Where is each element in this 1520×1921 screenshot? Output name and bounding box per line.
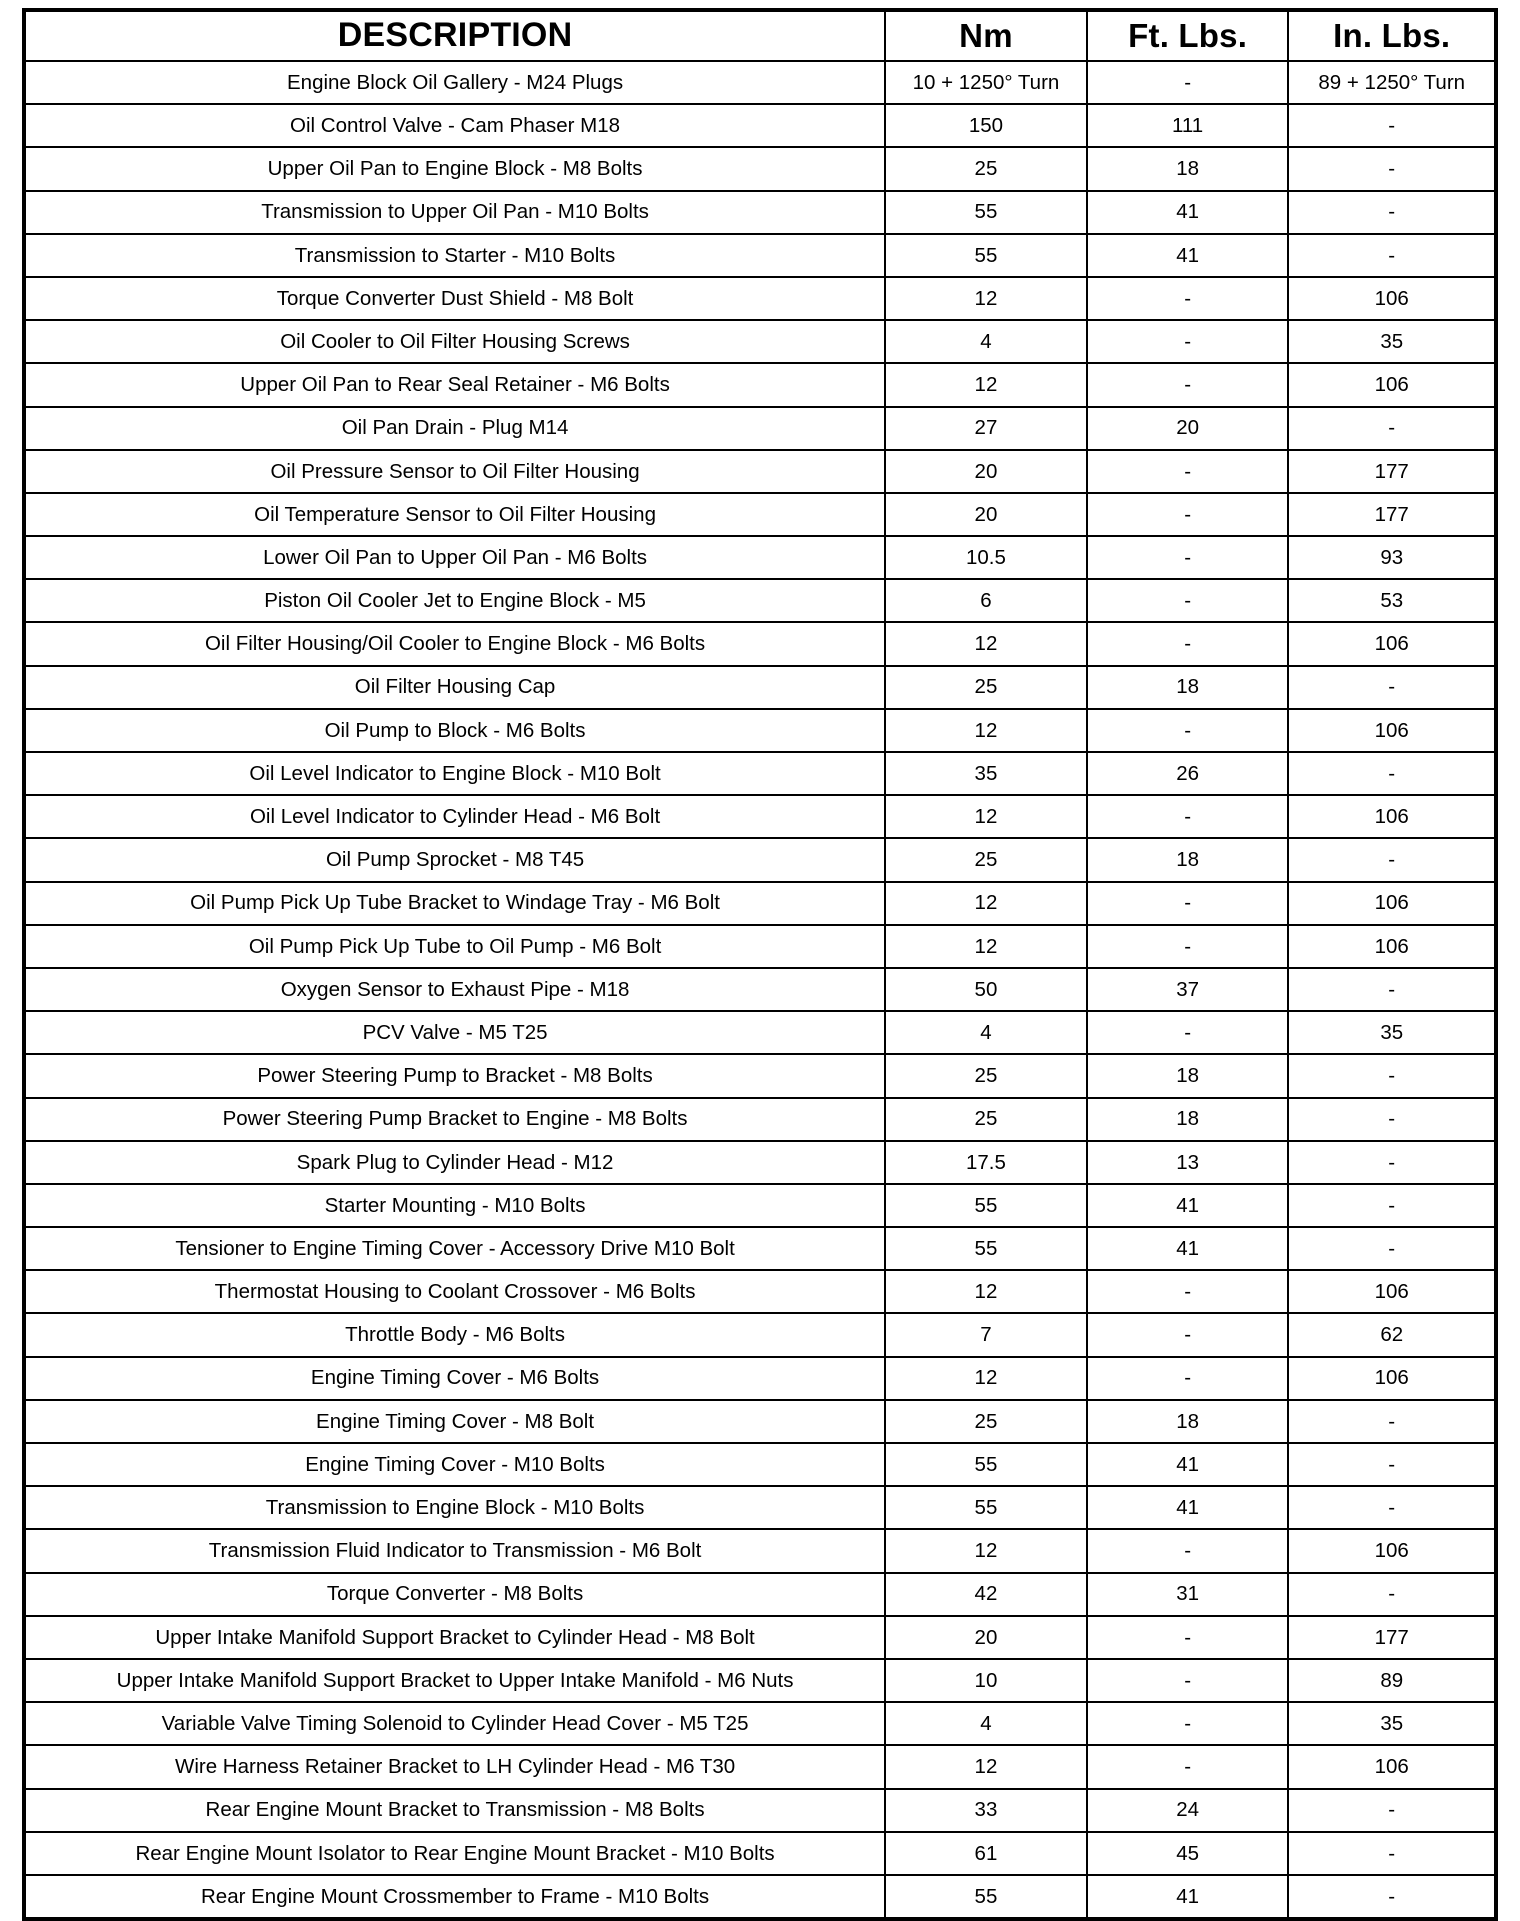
cell-in-lbs: 35 (1288, 1702, 1496, 1745)
cell-description: Thermostat Housing to Coolant Crossover - M6 Bolts (24, 1270, 885, 1313)
table-row (24, 1832, 1496, 1875)
cell-description: Oxygen Sensor to Exhaust Pipe - M18 (24, 968, 885, 1011)
cell-nm: 55 (885, 1443, 1087, 1486)
cell-description: Oil Pressure Sensor to Oil Filter Housing (24, 450, 885, 493)
cell-nm: 12 (885, 1357, 1087, 1400)
cell-in-lbs: 89 + 1250° Turn (1288, 61, 1496, 104)
cell-ft-lbs: 41 (1087, 1875, 1289, 1919)
cell-in-lbs: - (1288, 666, 1496, 709)
cell-ft-lbs: - (1087, 709, 1289, 752)
cell-in-lbs: - (1288, 752, 1496, 795)
cell-description: Engine Timing Cover - M8 Bolt (24, 1400, 885, 1443)
table-row (24, 1745, 1496, 1788)
cell-description: Spark Plug to Cylinder Head - M12 (24, 1141, 885, 1184)
cell-ft-lbs: - (1087, 493, 1289, 536)
cell-description: Oil Pump Pick Up Tube Bracket to Windage Tray - M6 Bolt (24, 882, 885, 925)
table-row (24, 1702, 1496, 1745)
table-row (24, 1789, 1496, 1832)
table-row (24, 838, 1496, 881)
cell-in-lbs: - (1288, 1141, 1496, 1184)
cell-ft-lbs: - (1087, 1529, 1289, 1572)
cell-nm: 12 (885, 1745, 1087, 1788)
cell-in-lbs: - (1288, 1789, 1496, 1832)
torque-specification-table (22, 8, 1498, 1921)
table-row (24, 1486, 1496, 1529)
cell-ft-lbs: 18 (1087, 838, 1289, 881)
cell-ft-lbs: 45 (1087, 1832, 1289, 1875)
cell-ft-lbs: 41 (1087, 1184, 1289, 1227)
cell-description: Oil Pan Drain - Plug M14 (24, 407, 885, 450)
cell-in-lbs: - (1288, 1400, 1496, 1443)
cell-description: Rear Engine Mount Crossmember to Frame - M10 Bolts (24, 1875, 885, 1919)
cell-in-lbs: 53 (1288, 579, 1496, 622)
cell-ft-lbs: - (1087, 795, 1289, 838)
table-row (24, 1313, 1496, 1356)
cell-nm: 12 (885, 795, 1087, 838)
cell-description: Oil Control Valve - Cam Phaser M18 (24, 104, 885, 147)
cell-nm: 20 (885, 450, 1087, 493)
cell-nm: 55 (885, 1184, 1087, 1227)
cell-ft-lbs: 111 (1087, 104, 1289, 147)
column-header-in-lbs: In. Lbs. (1288, 10, 1496, 61)
cell-in-lbs: 106 (1288, 363, 1496, 406)
cell-nm: 33 (885, 1789, 1087, 1832)
cell-ft-lbs: - (1087, 536, 1289, 579)
cell-in-lbs: - (1288, 1832, 1496, 1875)
cell-description: Upper Intake Manifold Support Bracket to Upper Intake Manifold - M6 Nuts (24, 1659, 885, 1702)
cell-ft-lbs: - (1087, 579, 1289, 622)
cell-in-lbs: 93 (1288, 536, 1496, 579)
cell-description: Oil Filter Housing/Oil Cooler to Engine Block - M6 Bolts (24, 622, 885, 665)
cell-description: Transmission to Engine Block - M10 Bolts (24, 1486, 885, 1529)
cell-description: Starter Mounting - M10 Bolts (24, 1184, 885, 1227)
cell-nm: 17.5 (885, 1141, 1087, 1184)
cell-ft-lbs: 41 (1087, 1443, 1289, 1486)
cell-nm: 12 (885, 622, 1087, 665)
table-row (24, 1011, 1496, 1054)
cell-in-lbs: - (1288, 1054, 1496, 1097)
table-row (24, 882, 1496, 925)
cell-description: Oil Filter Housing Cap (24, 666, 885, 709)
cell-ft-lbs: 18 (1087, 1054, 1289, 1097)
header-row (24, 10, 1496, 61)
cell-nm: 55 (885, 1227, 1087, 1270)
cell-nm: 12 (885, 709, 1087, 752)
cell-ft-lbs: - (1087, 1659, 1289, 1702)
cell-ft-lbs: - (1087, 363, 1289, 406)
column-header-description: DESCRIPTION (24, 10, 885, 61)
table-row (24, 1616, 1496, 1659)
cell-description: Oil Cooler to Oil Filter Housing Screws (24, 320, 885, 363)
cell-description: Upper Oil Pan to Rear Seal Retainer - M6 Bolts (24, 363, 885, 406)
table-row (24, 1443, 1496, 1486)
cell-description: Transmission to Upper Oil Pan - M10 Bolts (24, 191, 885, 234)
cell-nm: 6 (885, 579, 1087, 622)
table-row (24, 1227, 1496, 1270)
cell-in-lbs: 35 (1288, 1011, 1496, 1054)
cell-in-lbs: 106 (1288, 1357, 1496, 1400)
table-row (24, 1400, 1496, 1443)
cell-ft-lbs: - (1087, 882, 1289, 925)
cell-description: Engine Timing Cover - M6 Bolts (24, 1357, 885, 1400)
cell-description: Oil Pump Pick Up Tube to Oil Pump - M6 Bolt (24, 925, 885, 968)
cell-description: Oil Pump Sprocket - M8 T45 (24, 838, 885, 881)
cell-in-lbs: - (1288, 147, 1496, 190)
cell-ft-lbs: - (1087, 622, 1289, 665)
cell-in-lbs: 62 (1288, 1313, 1496, 1356)
cell-ft-lbs: 37 (1087, 968, 1289, 1011)
cell-nm: 25 (885, 1054, 1087, 1097)
cell-description: Oil Level Indicator to Engine Block - M10 Bolt (24, 752, 885, 795)
cell-in-lbs: 106 (1288, 795, 1496, 838)
cell-description: Power Steering Pump Bracket to Engine - M8 Bolts (24, 1098, 885, 1141)
table-row (24, 234, 1496, 277)
cell-nm: 10 + 1250° Turn (885, 61, 1087, 104)
cell-ft-lbs: 26 (1087, 752, 1289, 795)
cell-in-lbs: 106 (1288, 1270, 1496, 1313)
cell-description: Torque Converter - M8 Bolts (24, 1573, 885, 1616)
cell-in-lbs: - (1288, 1227, 1496, 1270)
cell-ft-lbs: 18 (1087, 147, 1289, 190)
cell-in-lbs: - (1288, 1573, 1496, 1616)
table-row (24, 795, 1496, 838)
table-row (24, 925, 1496, 968)
table-row (24, 450, 1496, 493)
cell-nm: 10 (885, 1659, 1087, 1702)
cell-in-lbs: - (1288, 234, 1496, 277)
cell-nm: 20 (885, 1616, 1087, 1659)
table-row (24, 622, 1496, 665)
cell-in-lbs: - (1288, 1443, 1496, 1486)
cell-ft-lbs: 18 (1087, 666, 1289, 709)
table-row (24, 104, 1496, 147)
cell-description: Wire Harness Retainer Bracket to LH Cylinder Head - M6 T30 (24, 1745, 885, 1788)
cell-ft-lbs: - (1087, 1616, 1289, 1659)
cell-in-lbs: - (1288, 1098, 1496, 1141)
cell-ft-lbs: - (1087, 61, 1289, 104)
cell-nm: 12 (885, 1270, 1087, 1313)
table-row (24, 1573, 1496, 1616)
table-row (24, 1054, 1496, 1097)
cell-nm: 150 (885, 104, 1087, 147)
cell-ft-lbs: 31 (1087, 1573, 1289, 1616)
cell-in-lbs: 106 (1288, 709, 1496, 752)
cell-ft-lbs: 18 (1087, 1400, 1289, 1443)
cell-nm: 35 (885, 752, 1087, 795)
cell-nm: 20 (885, 493, 1087, 536)
cell-in-lbs: 106 (1288, 925, 1496, 968)
cell-in-lbs: 89 (1288, 1659, 1496, 1702)
table-row (24, 493, 1496, 536)
cell-nm: 50 (885, 968, 1087, 1011)
cell-in-lbs: - (1288, 407, 1496, 450)
cell-nm: 55 (885, 191, 1087, 234)
cell-nm: 12 (885, 363, 1087, 406)
cell-description: Tensioner to Engine Timing Cover - Accessory Drive M10 Bolt (24, 1227, 885, 1270)
table-row (24, 1357, 1496, 1400)
cell-description: Engine Timing Cover - M10 Bolts (24, 1443, 885, 1486)
cell-nm: 25 (885, 838, 1087, 881)
cell-ft-lbs: 20 (1087, 407, 1289, 450)
cell-in-lbs: - (1288, 1486, 1496, 1529)
cell-description: Upper Intake Manifold Support Bracket to Cylinder Head - M8 Bolt (24, 1616, 885, 1659)
cell-in-lbs: - (1288, 838, 1496, 881)
cell-in-lbs: 177 (1288, 1616, 1496, 1659)
cell-description: Throttle Body - M6 Bolts (24, 1313, 885, 1356)
cell-nm: 4 (885, 1702, 1087, 1745)
table-row (24, 407, 1496, 450)
cell-in-lbs: - (1288, 191, 1496, 234)
table-row (24, 191, 1496, 234)
table-row (24, 968, 1496, 1011)
cell-ft-lbs: 41 (1087, 1227, 1289, 1270)
cell-description: Variable Valve Timing Solenoid to Cylinder Head Cover - M5 T25 (24, 1702, 885, 1745)
cell-in-lbs: 106 (1288, 277, 1496, 320)
cell-description: Rear Engine Mount Bracket to Transmission - M8 Bolts (24, 1789, 885, 1832)
table-row (24, 1875, 1496, 1919)
table-row (24, 579, 1496, 622)
cell-in-lbs: 106 (1288, 1529, 1496, 1572)
table-row (24, 536, 1496, 579)
cell-nm: 42 (885, 1573, 1087, 1616)
table-row (24, 1270, 1496, 1313)
cell-nm: 12 (885, 882, 1087, 925)
cell-description: Rear Engine Mount Isolator to Rear Engine Mount Bracket - M10 Bolts (24, 1832, 885, 1875)
cell-nm: 4 (885, 320, 1087, 363)
cell-description: PCV Valve - M5 T25 (24, 1011, 885, 1054)
column-header-nm: Nm (885, 10, 1087, 61)
cell-ft-lbs: 41 (1087, 234, 1289, 277)
cell-ft-lbs: - (1087, 1702, 1289, 1745)
cell-ft-lbs: - (1087, 320, 1289, 363)
table-row (24, 320, 1496, 363)
table-row (24, 666, 1496, 709)
cell-ft-lbs: - (1087, 1745, 1289, 1788)
table-body (24, 61, 1496, 1919)
cell-nm: 7 (885, 1313, 1087, 1356)
cell-nm: 55 (885, 234, 1087, 277)
column-header-ft-lbs: Ft. Lbs. (1087, 10, 1289, 61)
cell-in-lbs: 35 (1288, 320, 1496, 363)
cell-description: Oil Pump to Block - M6 Bolts (24, 709, 885, 752)
cell-nm: 12 (885, 1529, 1087, 1572)
cell-nm: 55 (885, 1875, 1087, 1919)
cell-nm: 25 (885, 1098, 1087, 1141)
cell-nm: 4 (885, 1011, 1087, 1054)
cell-nm: 25 (885, 666, 1087, 709)
cell-ft-lbs: - (1087, 1357, 1289, 1400)
cell-description: Oil Temperature Sensor to Oil Filter Housing (24, 493, 885, 536)
cell-ft-lbs: - (1087, 1313, 1289, 1356)
cell-description: Transmission to Starter - M10 Bolts (24, 234, 885, 277)
cell-in-lbs: 106 (1288, 622, 1496, 665)
cell-ft-lbs: 13 (1087, 1141, 1289, 1184)
cell-description: Engine Block Oil Gallery - M24 Plugs (24, 61, 885, 104)
cell-nm: 25 (885, 1400, 1087, 1443)
cell-nm: 12 (885, 277, 1087, 320)
cell-ft-lbs: 41 (1087, 191, 1289, 234)
table-row (24, 1141, 1496, 1184)
cell-description: Lower Oil Pan to Upper Oil Pan - M6 Bolts (24, 536, 885, 579)
cell-description: Torque Converter Dust Shield - M8 Bolt (24, 277, 885, 320)
cell-description: Upper Oil Pan to Engine Block - M8 Bolts (24, 147, 885, 190)
cell-in-lbs: - (1288, 968, 1496, 1011)
cell-in-lbs: - (1288, 1184, 1496, 1227)
cell-in-lbs: 177 (1288, 450, 1496, 493)
table-row (24, 709, 1496, 752)
cell-in-lbs: - (1288, 104, 1496, 147)
table-row (24, 277, 1496, 320)
cell-nm: 55 (885, 1486, 1087, 1529)
cell-in-lbs: - (1288, 1875, 1496, 1919)
cell-description: Transmission Fluid Indicator to Transmission - M6 Bolt (24, 1529, 885, 1572)
cell-description: Piston Oil Cooler Jet to Engine Block - M5 (24, 579, 885, 622)
cell-ft-lbs: - (1087, 1011, 1289, 1054)
cell-ft-lbs: - (1087, 1270, 1289, 1313)
cell-nm: 27 (885, 407, 1087, 450)
cell-in-lbs: 177 (1288, 493, 1496, 536)
table-row (24, 147, 1496, 190)
cell-ft-lbs: 41 (1087, 1486, 1289, 1529)
table-header (24, 10, 1496, 61)
table-row (24, 752, 1496, 795)
cell-description: Power Steering Pump to Bracket - M8 Bolts (24, 1054, 885, 1097)
table-row (24, 363, 1496, 406)
cell-ft-lbs: 24 (1087, 1789, 1289, 1832)
table-row (24, 61, 1496, 104)
table-row (24, 1184, 1496, 1227)
cell-ft-lbs: 18 (1087, 1098, 1289, 1141)
table-row (24, 1098, 1496, 1141)
table-row (24, 1659, 1496, 1702)
cell-nm: 61 (885, 1832, 1087, 1875)
cell-ft-lbs: - (1087, 277, 1289, 320)
cell-description: Oil Level Indicator to Cylinder Head - M6 Bolt (24, 795, 885, 838)
cell-nm: 10.5 (885, 536, 1087, 579)
cell-nm: 12 (885, 925, 1087, 968)
cell-ft-lbs: - (1087, 450, 1289, 493)
cell-in-lbs: 106 (1288, 882, 1496, 925)
table-row (24, 1529, 1496, 1572)
cell-nm: 25 (885, 147, 1087, 190)
cell-ft-lbs: - (1087, 925, 1289, 968)
cell-in-lbs: 106 (1288, 1745, 1496, 1788)
